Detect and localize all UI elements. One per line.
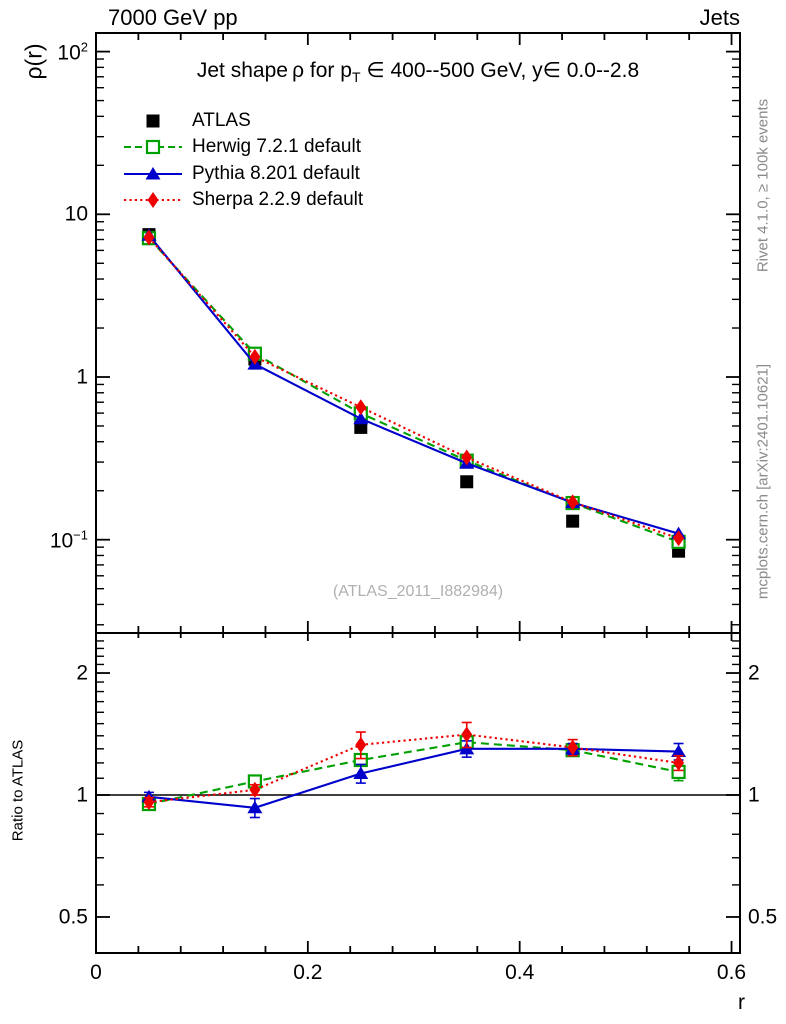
x-axis-tick-label: 0.6 [716,961,747,984]
y-axis-tick-label: $10^2$ [57,39,88,65]
x-axis-tick-label: 0 [90,961,102,984]
series-line-main [149,238,679,542]
sherpa-line-icon [124,189,182,211]
ratio-tick-label-left: 2 [76,661,88,685]
legend-item-atlas [124,108,251,134]
plot-title [96,58,740,85]
x-axis-tick-label: 0.4 [505,961,535,984]
series-line-ratio [149,749,679,808]
herwig-line-icon [124,136,182,158]
legend-label-herwig: Herwig 7.2.1 default [192,136,361,157]
pythia-line-icon [124,163,182,185]
ratio-tick-label-left: 1 [76,783,88,807]
data-point [566,515,579,528]
ratio-axis-title: Ratio to ATLAS [9,739,27,842]
y-axis-title: ρ(r) [20,43,47,80]
data-point [460,475,473,488]
plot-title-sub: T [351,69,361,86]
ratio-panel-frame [96,633,740,953]
legend-item-pythia [124,161,360,187]
ratio-tick-label-right: 2 [748,661,760,685]
rivet-version-note: Rivet 4.1.0, ≥ 100k events [754,98,772,273]
data-point [355,737,366,753]
ratio-tick-label-left: 0.5 [58,905,88,929]
legend-item-herwig [124,134,361,160]
atlas-marker-icon [124,110,182,132]
x-axis-title: r [738,991,745,1014]
x-axis-tick-label: 0.2 [293,961,323,984]
series-line-ratio [149,735,679,803]
legend-label-pythia: Pythia 8.201 default [192,163,360,184]
legend-label-sherpa: Sherpa 2.2.9 default [192,189,364,210]
series-line-main [149,238,679,539]
series-line-main [149,235,679,533]
y-axis-tick-label: 10 [64,202,88,226]
process-label: Jets [699,5,740,30]
legend-label-atlas: ATLAS [192,110,251,131]
plot-title-prefix: Jet shape ρ for p [196,59,352,82]
ratio-tick-label-right: 1 [748,783,760,807]
plot-title-suffix: ∈ 400--500 GeV, y∈ 0.0--2.8 [360,59,640,82]
y-axis-tick-label: 1 [76,365,88,389]
mcplots-reference-note: mcplots.cern.ch [arXiv:2401.10621] [754,363,772,600]
ratio-tick-label-right: 0.5 [748,905,778,929]
y-axis-tick-label: $10^{-1}$ [49,527,88,553]
analysis-watermark: (ATLAS_2011_I882984) [332,583,504,600]
legend-item-sherpa [124,187,363,213]
beam-label: 7000 GeV pp [108,5,238,30]
